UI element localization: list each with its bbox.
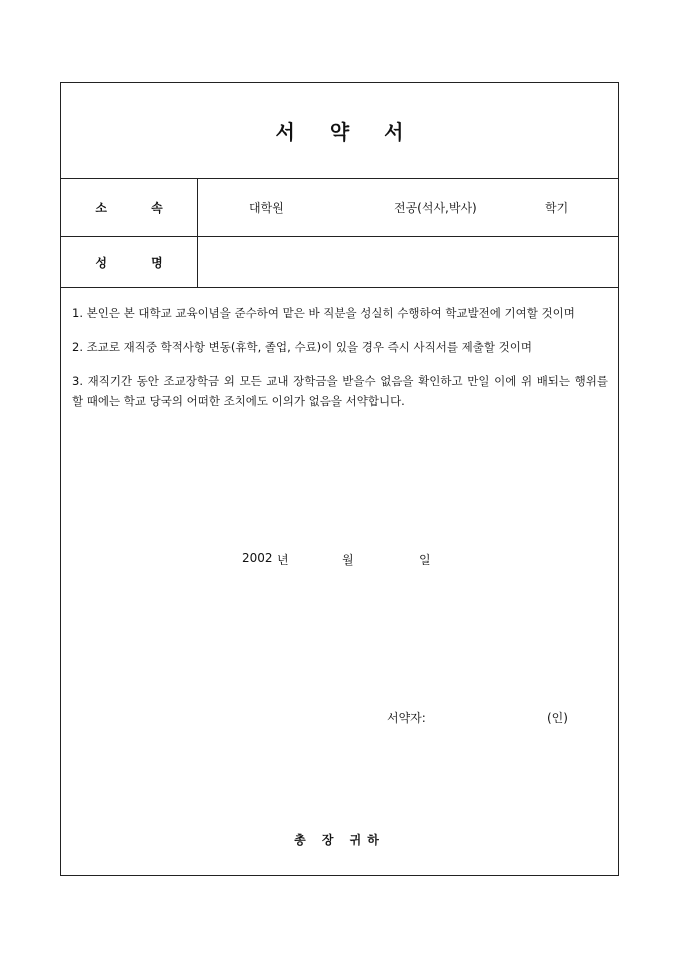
date-month-unit: 월	[342, 553, 354, 567]
clause-1: 1. 본인은 본 대학교 교육이념을 준수하여 맡은 바 직분을 성실히 수행하여 학교발전에 기여할 것이며	[72, 306, 575, 320]
date-year-unit: 년	[277, 553, 289, 567]
addressee: 총 장 귀하	[294, 833, 385, 847]
seal-mark: (인)	[547, 711, 568, 725]
title-row	[61, 83, 618, 179]
name-label: 성 명	[61, 237, 198, 287]
major-degree-text: 전공(석사,박사)	[394, 201, 477, 215]
pledge-form	[60, 82, 619, 876]
date-day-unit: 일	[419, 553, 431, 567]
clause-3: 3. 재직기간 동안 조교장학금 외 모든 교내 장학금을 받을수 없음을 확인하고 만일 이에 위 배되는 행위를 할 때에는 학교 당국의 어떠한 조치에도 이의가 없음을 서약합니다.	[72, 374, 608, 408]
signer-label: 서약자:	[387, 711, 426, 725]
semester-text: 학기	[545, 201, 569, 215]
affiliation-label: 소 속	[61, 179, 198, 236]
graduate-school-text: 대학원	[249, 201, 284, 215]
name-row	[61, 237, 618, 288]
document-title: 서 약 서	[275, 120, 418, 144]
name-value-field[interactable]	[198, 237, 618, 287]
date-year: 2002	[242, 551, 273, 565]
pledge-clauses	[72, 303, 608, 425]
clause-2: 2. 조교로 재직중 학적사항 변동(휴학, 졸업, 수료)이 있을 경우 즉시 사직서를 제출할 것이며	[72, 340, 532, 354]
affiliation-row	[61, 179, 618, 237]
